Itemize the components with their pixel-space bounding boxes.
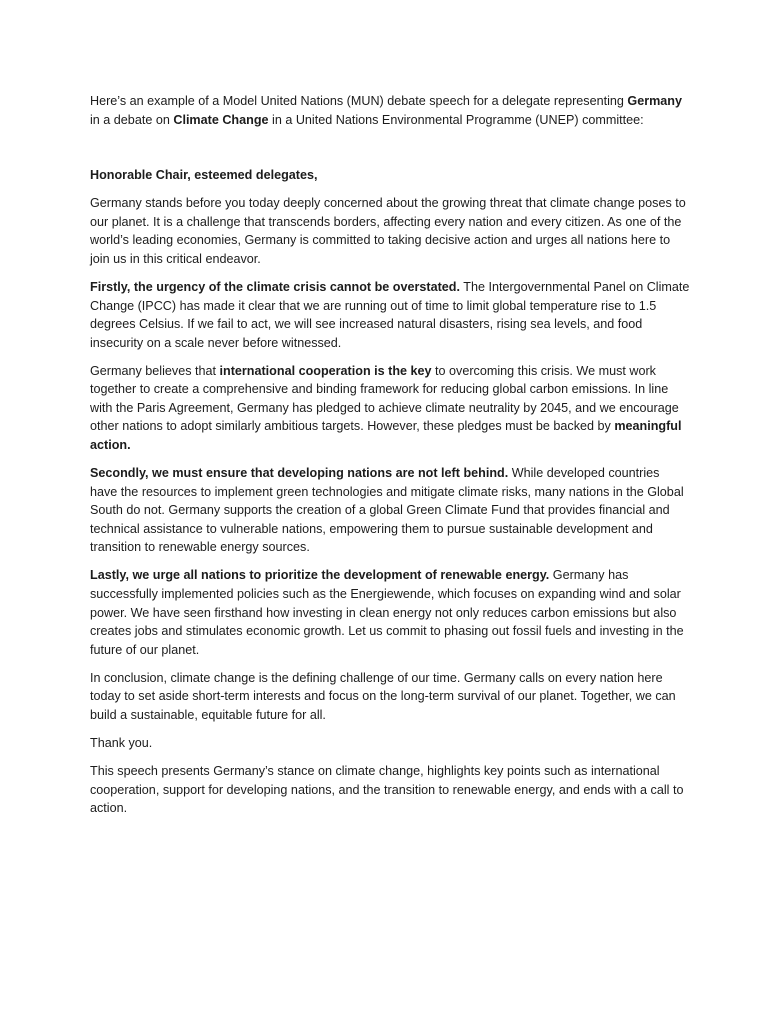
intro-text-3: in a United Nations Environmental Programme (UNEP) committee: xyxy=(268,112,644,127)
paragraph-summary: This speech presents Germany’s stance on climate change, highlights key points such as international cooperation, support for developing nations, and the transition to renewable energy, and ends with a call to action. xyxy=(90,763,684,816)
intro-text-2: in a debate on xyxy=(90,112,174,127)
intro-paragraph xyxy=(90,92,690,129)
paragraph-cooperation-text-1: Germany believes that xyxy=(90,363,220,378)
paragraph-thanks: Thank you. xyxy=(90,735,153,750)
intro-country: Germany xyxy=(627,94,683,108)
intro-topic: Climate Change xyxy=(173,112,269,127)
paragraph-developing-nations-body: While developed countries have the resources to implement green technologies and mitigate climate risks, many nations in the Global South do not. Germany supports the creation of a global Green Climate Fund that provides financial and technical assistance to vulnerable nations, empowering them to pursue sustainable development and transition to renewable energy sources. xyxy=(90,466,684,555)
paragraph-renewable-energy-lead: Lastly, we urge all nations to prioritize the development of renewable energy. xyxy=(90,568,550,583)
paragraph-developing-nations-lead: Secondly, we must ensure that developing nations are not left behind. xyxy=(90,466,509,481)
salutation: Honorable Chair, esteemed delegates, xyxy=(90,168,318,183)
paragraph-cooperation-action: meaningful action. xyxy=(90,419,682,453)
paragraph-cooperation-text-2: to overcoming this crisis. We must work together to create a comprehensive and binding framework for reducing global carbon emissions. In line with the Paris Agreement, Germany has pledged to achieve climate neutrality by 2045, and we encourage other nations to adopt similarly ambitious targets. However, these pledges must be backed by xyxy=(90,363,679,434)
paragraph-renewable-energy xyxy=(90,566,690,659)
paragraph-cooperation xyxy=(90,362,690,455)
document-page xyxy=(90,92,690,827)
paragraph-urgency xyxy=(90,278,690,352)
paragraph-urgency-lead: Firstly, the urgency of the climate crisis cannot be overstated. xyxy=(90,279,460,294)
paragraph-urgency-body: The Intergovernmental Panel on Climate Change (IPCC) has made it clear that we are running out of time to limit global temperature rise to 1.5 degrees Celsius. If we fail to act, we will see increased natural disasters, rising sea levels, and food insecurity on a scale never before witnessed. xyxy=(90,279,690,350)
paragraph-opening: Germany stands before you today deeply concerned about the growing threat that climate change poses to our planet. It is a challenge that transcends borders, affecting every nation and every citizen. As one of the world’s leading economies, Germany is committed to taking decisive action and urges all nations here to join us in this critical endeavor. xyxy=(90,196,686,266)
intro-text-1: Here’s an example of a Model United Nations (MUN) debate speech for a delegate representing xyxy=(90,94,628,108)
paragraph-developing-nations xyxy=(90,464,690,557)
paragraph-renewable-energy-body: Germany has successfully implemented policies such as the Energiewende, which focuses on expanding wind and solar power. We have seen firsthand how investing in clean energy not only reduces carbon emissions but also creates jobs and stimulates economic growth. Let us commit to phasing out fossil fuels and investing in the future of our planet. xyxy=(90,568,684,657)
paragraph-conclusion: In conclusion, climate change is the defining challenge of our time. Germany calls on every nation here today to set aside short-term interests and focus on the long-term survival of our planet. Together, we can build a sustainable, equitable future for all. xyxy=(90,670,676,722)
paragraph-cooperation-key: international cooperation is the key xyxy=(219,363,432,378)
